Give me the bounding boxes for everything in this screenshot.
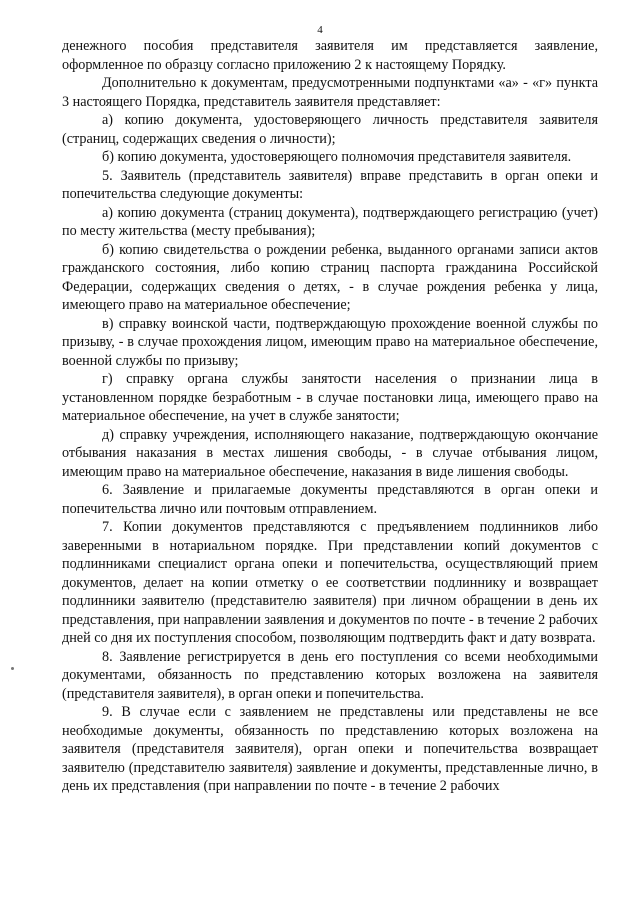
paragraph: д) справку учреждения, исполняющего наказание, подтверждающую окончание отбывания наказания в местах лишения свободы, - в случае отбывания лицом, имеющим право на материальное обеспечение, наказания в виде лишения свободы. bbox=[62, 426, 598, 480]
paragraph: денежного пособия представителя заявителя им представляется заявление, оформленное по образцу согласно приложению 2 к настоящему Порядку. bbox=[62, 38, 598, 73]
paragraph: а) копию документа, удостоверяющего личность представителя заявителя (страниц, содержащих сведения о личности); bbox=[62, 112, 598, 147]
paragraph: г) справку органа службы занятости населения о признании лица в установленном порядке безработным - в случае постановки лица, имеющего право на материальное обеспечение, на учет в службе занятости; bbox=[62, 371, 598, 424]
document-body bbox=[62, 37, 598, 796]
paragraph: 6. Заявление и прилагаемые документы представляются в орган опеки и попечительства лично или почтовым отправлением. bbox=[62, 482, 598, 517]
scan-speck bbox=[11, 667, 14, 670]
paragraph: 9. В случае если с заявлением не представлены или представлены не все необходимые документы, обязанность по представлению которых возложена на заявителя (представителя заявителя), орган опеки и попечительства возвращает заявителю (представителю заявителя) заявление и документы, представленные лично, в день их представления (при направлении по почте - в течение 2 рабочих bbox=[62, 704, 598, 794]
paragraph: б) копию свидетельства о рождении ребенка, выданного органами записи актов гражданского состояния, либо копию страниц паспорта гражданина Российской Федерации, содержащих сведения о детях, - в случае рождения ребенка у лица, имеющего право на материальное обеспечение; bbox=[62, 241, 598, 313]
paragraph: 8. Заявление регистрируется в день его поступления со всеми необходимыми документами, обязанность по представлению которых возложена на заявителя (представителя заявителя), в орган опеки и попечительства. bbox=[62, 648, 598, 702]
paragraph: в) справку воинской части, подтверждающую прохождение военной службы по призыву, - в случае прохождения лицом, имеющим право на материальное обеспечение, военной службы по призыву; bbox=[62, 315, 598, 369]
paragraph: Дополнительно к документам, предусмотренными подпунктами «а» - «г» пункта 3 настоящего Порядка, представитель заявителя представляет: bbox=[62, 75, 598, 110]
page-number: 4 bbox=[317, 24, 323, 36]
paragraph: 5. Заявитель (представитель заявителя) вправе представить в орган опеки и попечительства следующие документы: bbox=[62, 167, 598, 202]
paragraph: 7. Копии документов представляются с предъявлением подлинников либо заверенными в нотариальном порядке. При представлении копий документов с подлинниками специалист органа опеки и попечительства, осуществляющий прием документов, делает на копии отметку о ее соответствии подлиннику и возвращает подлинники заявителю (представителю заявителя) при личном обращении в день их представления, при направлении заявления и документов по почте - в течение 2 рабочих дней со дня их поступления способом, позволяющим подтвердить факт и дату возврата. bbox=[62, 519, 598, 646]
paragraph: а) копию документа (страниц документа), подтверждающего регистрацию (учет) по месту жительства (месту пребывания); bbox=[62, 204, 598, 239]
paragraph: б) копию документа, удостоверяющего полномочия представителя заявителя. bbox=[102, 149, 572, 165]
